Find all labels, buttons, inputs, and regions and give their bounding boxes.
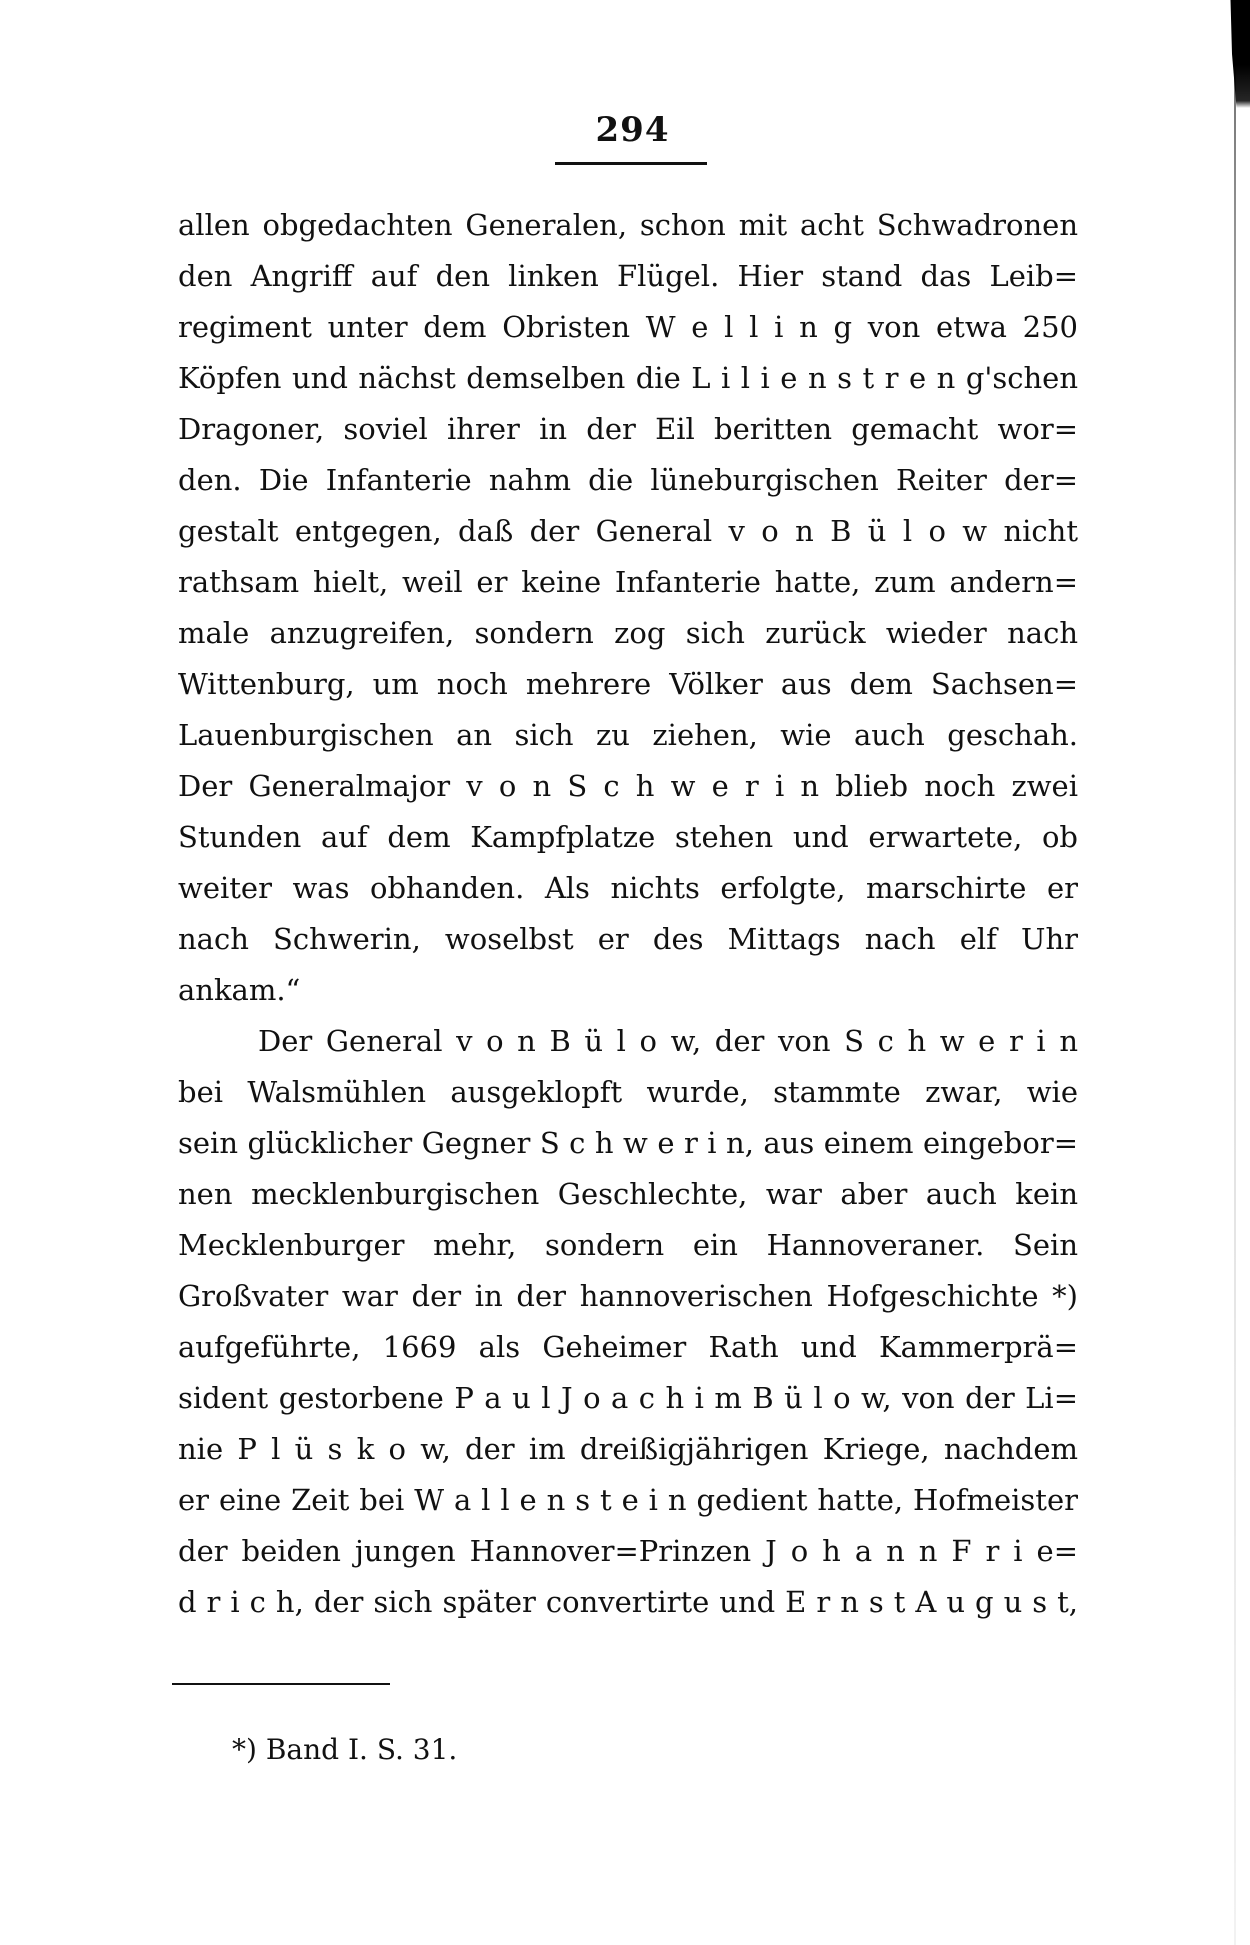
text-line: male anzugreifen, sondern zog sich zurück wieder nach — [178, 616, 1078, 650]
text-line: ankam.“ — [178, 973, 301, 1007]
text-line: bei Walsmühlen ausgeklopft wurde, stammte zwar, wie — [178, 1075, 1078, 1109]
text-line: den Angriff auf den linken Flügel. Hier stand das Leib= — [178, 259, 1078, 293]
text-line: gestalt entgegen, daß der General v o n B ü l o w nicht — [178, 514, 1078, 548]
footnote-rule — [172, 1683, 390, 1685]
text-line: er eine Zeit bei W a l l e n s t e i n gedient hatte, Hofmeister — [178, 1483, 1078, 1517]
footnote: *) Band I. S. 31. — [232, 1733, 458, 1766]
text-line: weiter was obhanden. Als nichts erfolgte, marschirte er — [178, 871, 1078, 905]
text-line: nie P l ü s k o w, der im dreißigjährigen Kriege, nachdem — [178, 1432, 1078, 1466]
text-line: aufgeführte, 1669 als Geheimer Rath und Kammerprä= — [178, 1330, 1078, 1364]
text-line: sident gestorbene P a u l J o a c h i m B ü l o w, von der Li= — [178, 1381, 1078, 1415]
page-number: 294 — [595, 110, 670, 150]
text-line: Der Generalmajor v o n S c h w e r i n blieb noch zwei — [178, 769, 1078, 803]
text-line: Wittenburg, um noch mehrere Völker aus dem Sachsen= — [178, 667, 1078, 701]
text-line: Stunden auf dem Kampfplatze stehen und erwartete, ob — [178, 820, 1078, 854]
text-line: Dragoner, soviel ihrer in der Eil beritten gemacht wor= — [178, 412, 1078, 446]
text-line: regiment unter dem Obristen W e l l i n g von etwa 250 — [178, 310, 1078, 344]
text-line: Lauenburgischen an sich zu ziehen, wie auch geschah. — [178, 718, 1078, 752]
text-line: nen mecklenburgischen Geschlechte, war aber auch kein — [178, 1177, 1078, 1211]
text-line: der beiden jungen Hannover=Prinzen J o h a n n F r i e= — [178, 1534, 1078, 1568]
text-line: Großvater war der in der hannoverischen Hofgeschichte *) — [178, 1279, 1078, 1313]
text-line-paragraph-start: Der General v o n B ü l o w, der von S c h w e r i n — [258, 1024, 1078, 1058]
text-line: Köpfen und nächst demselben die L i l i e n s t r e n g'schen — [178, 361, 1078, 395]
body-text — [178, 200, 1078, 1628]
text-line: rathsam hielt, weil er keine Infanterie hatte, zum andern= — [178, 565, 1078, 599]
text-line: nach Schwerin, woselbst er des Mittags nach elf Uhr — [178, 922, 1078, 956]
text-line: Mecklenburger mehr, sondern ein Hannoveraner. Sein — [178, 1228, 1078, 1262]
page-edge-shadow — [1234, 0, 1236, 1945]
page-number-rule — [555, 162, 707, 165]
text-line: d r i c h, der sich später convertirte und E r n s t A u g u s t, — [178, 1585, 1078, 1619]
text-line: allen obgedachten Generalen, schon mit acht Schwadronen — [178, 208, 1078, 242]
text-line: sein glücklicher Gegner S c h w e r i n, aus einem eingebor= — [178, 1126, 1078, 1160]
text-line: den. Die Infanterie nahm die lüneburgischen Reiter der= — [178, 463, 1078, 497]
